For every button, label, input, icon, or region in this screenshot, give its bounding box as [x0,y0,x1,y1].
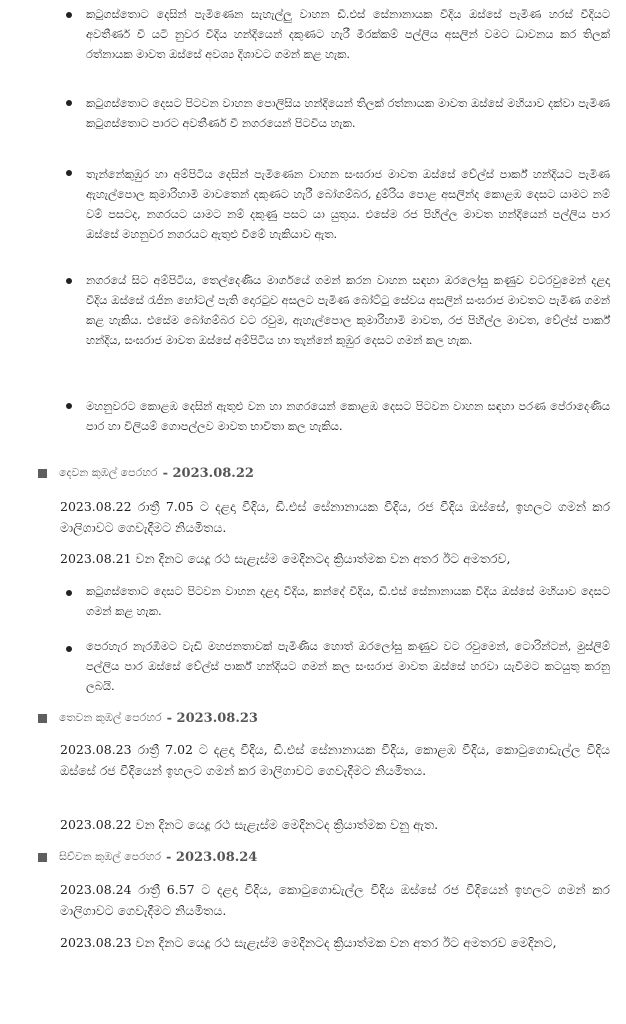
bullet-dot-icon [66,100,72,106]
paragraph: 2023.08.23 රාත්‍රී 7.02 ට දළදා වීදිය, ඩී.එස් සේනානායක වීදිය, කොළඹ වීදිය, කොටුගොඩැල්ල වීදිය ඔස්සේ රජ වීදියෙන් ඉහලට ගමන් කර මාලිගාවට ගෙවැදීමට නියමිතය. [60,742,610,778]
paragraph: 2023.08.22 රාත්‍රී 7.05 ට දළදා වීදිය, ඩී.එස් සේනානායක වීදිය, රජ වීදිය ඔස්සේ, ඉහලට ගමන් කර මාලිගාවට ගෙවැදීමට නියමිතය. [60,499,610,535]
paragraph: 2023.08.24 රාත්‍රී 6.57 ට දළදා වීදිය, කොටුගොඩැල්ල වීදිය ඔස්සේ රජ වීදියෙන් ඉහලට ගමන් කර මාලිගාවට ගෙවැදීමට නියමිතය. [60,882,610,918]
bullet-dot-icon [66,278,72,284]
section-label: දෙවන කුඹල් පෙරහර [59,466,158,479]
bullet-text: තැන්නේකුඹුර හා අම්පිටිය දෙසින් පැමිණෙන වාහන සංඝරාජ මාවත ඔස්සේ වේල්ස් පාර්ක් හන්දියට පැමිණ ඇහැල්පොල කුමාරිහාමි මාවතෙන් දකුණට හැරී බෝගම්බර, දුම්රිය පොළ අසලින්ද කොළඹ දෙසට යාමට නම් වම් පසටද, නගරයට යාමට නම් දකුණු පසට යා යුතුය. එසේම රජ පිහිල්ල මාවත හන්දියෙන් පල්ලිය පාර ඔස්සේ මහනුවර නගරයට ඇතුළු වීමේ හැකියාව ඇත. [86,167,610,241]
square-bullet-icon [38,714,47,723]
paragraph: 2023.08.23 වන දිනට යෙදූ රථ සැළැස්ම මෙදිනටද ක්‍රියාත්මක වන අතර ඊට අමතරව මෙදිනට, [60,935,557,950]
square-bullet-icon [38,469,47,478]
bullet-text: පෙරහැර නැරඹීමට වැඩි මහජනතාවක් පැමිණිය හොත් ඔරලෝසු කණුව වට රවුමෙන්, ටොරින්ටන්, මුස්ලිම් පල්ලිය පාර ඔස්සේ වේල්ස් පාර්ක් හන්දියට ගමන් කල සංඝරාජ මාවත ඔස්සේ හරවා යැවීමට කටයුතු කරනු ලබයි. [86,639,610,693]
bullet-text: මහනුවරට කොළඹ දෙසින් ඇතුළු වන හා නගරයෙන් කොළඹ දෙසට පිටවන වාහන සඳහා පරණ පේරාදෙණිය පාර හා විලියම් ගොපල්ලව මාවත භාවිතා කල හැකිය. [86,399,610,433]
bullet-text: කටුගස්තොට දෙසට පිටවන වාහන පොලිසිය හන්දියෙන් තිලක් රත්නායක මාවත ඔස්සේ මහියාව දක්වා පැමිණ කටුගස්තොට පාරට අවතීර්ණ වී නගරයෙන් පිටවිය හැක. [86,96,610,130]
bullet-dot-icon [66,12,72,18]
bullet-text: කටුගස්තොට දෙසට පිටවන වාහන දළදා වීදිය, කන්දේ වීදිය, ඩී.එස් සේනානායක වීදිය ඔස්සේ මහියාව දෙසට ගමන් කළ හැක. [86,584,610,618]
section-label: තෙවන කුඹල් පෙරහර [59,711,162,724]
square-bullet-icon [38,853,47,862]
section-heading [38,464,598,482]
bullet-text: නගරයේ සිට අම්පිටිය, තෙල්දෙණිය මාර්ගයේ ගමන් කරන වාහන සඳහා ඔරලෝසු කණුව වටරවුමෙන් දළදා වීදිය ඔස්සේ රැජින හෝටල් පැති දොරටුව අසලට පැමිණ බෝට්ටු සේවය අසලින් සංඝරාජ මාවතට පැමිණ ගමන් කළ හැකිය. එසේම බෝගම්බර වට රවුම, ඇහැල්පොල කුමාරිහාමි මාවත, රජ පිහිල්ල මාවත, වේල්ස් පාර්ක් හන්දිය, සංඝරාජ මාවත ඔස්සේ අම්පිටිය හා තැන්නේ කුඹුර දෙසට ගමන් කල හැක. [86,273,610,347]
section-label: සිව්වන කුඹල් පෙරහර [59,850,162,863]
bullet-dot-icon [66,590,72,596]
section-heading [38,709,598,727]
paragraph: 2023.08.21 වන දිනට යෙදූ රථ සැළැස්ම මෙදිනටද ක්‍රියාත්මක වන අතර ඊට අමතරව, [60,551,511,566]
section-heading [38,848,598,866]
bullet-text: කටුගස්තොට දෙසින් පැමිණෙන සැහැල්ලු වාහන ඩී.එස් සේනානායක වීදිය ඔස්සේ පැමිණ හරස් වීදියට අවතීර්ණ වී යටි නුවර වීදිය හන්දියෙන් දකුණට හැරී මීරක්කම් පල්ලිය අසලින් වමට ධාවනය කර තිලක් රත්නායක මාවත ඔස්සේ අවශ්‍ය දිශාවට ගමන් කළ හැක. [86,7,610,61]
section-date: - 2023.08.22 [162,465,254,481]
section-date: - 2023.08.23 [166,710,258,726]
bullet-dot-icon [66,403,72,409]
bullet-dot-icon [66,170,72,176]
paragraph: 2023.08.22 වන දිනට යෙදූ රථ සැළැස්ම මෙදිනටද ක්‍රියාත්මක වනු ඇත. [60,817,439,832]
section-date: - 2023.08.24 [166,849,258,865]
bullet-dot-icon [66,646,72,652]
